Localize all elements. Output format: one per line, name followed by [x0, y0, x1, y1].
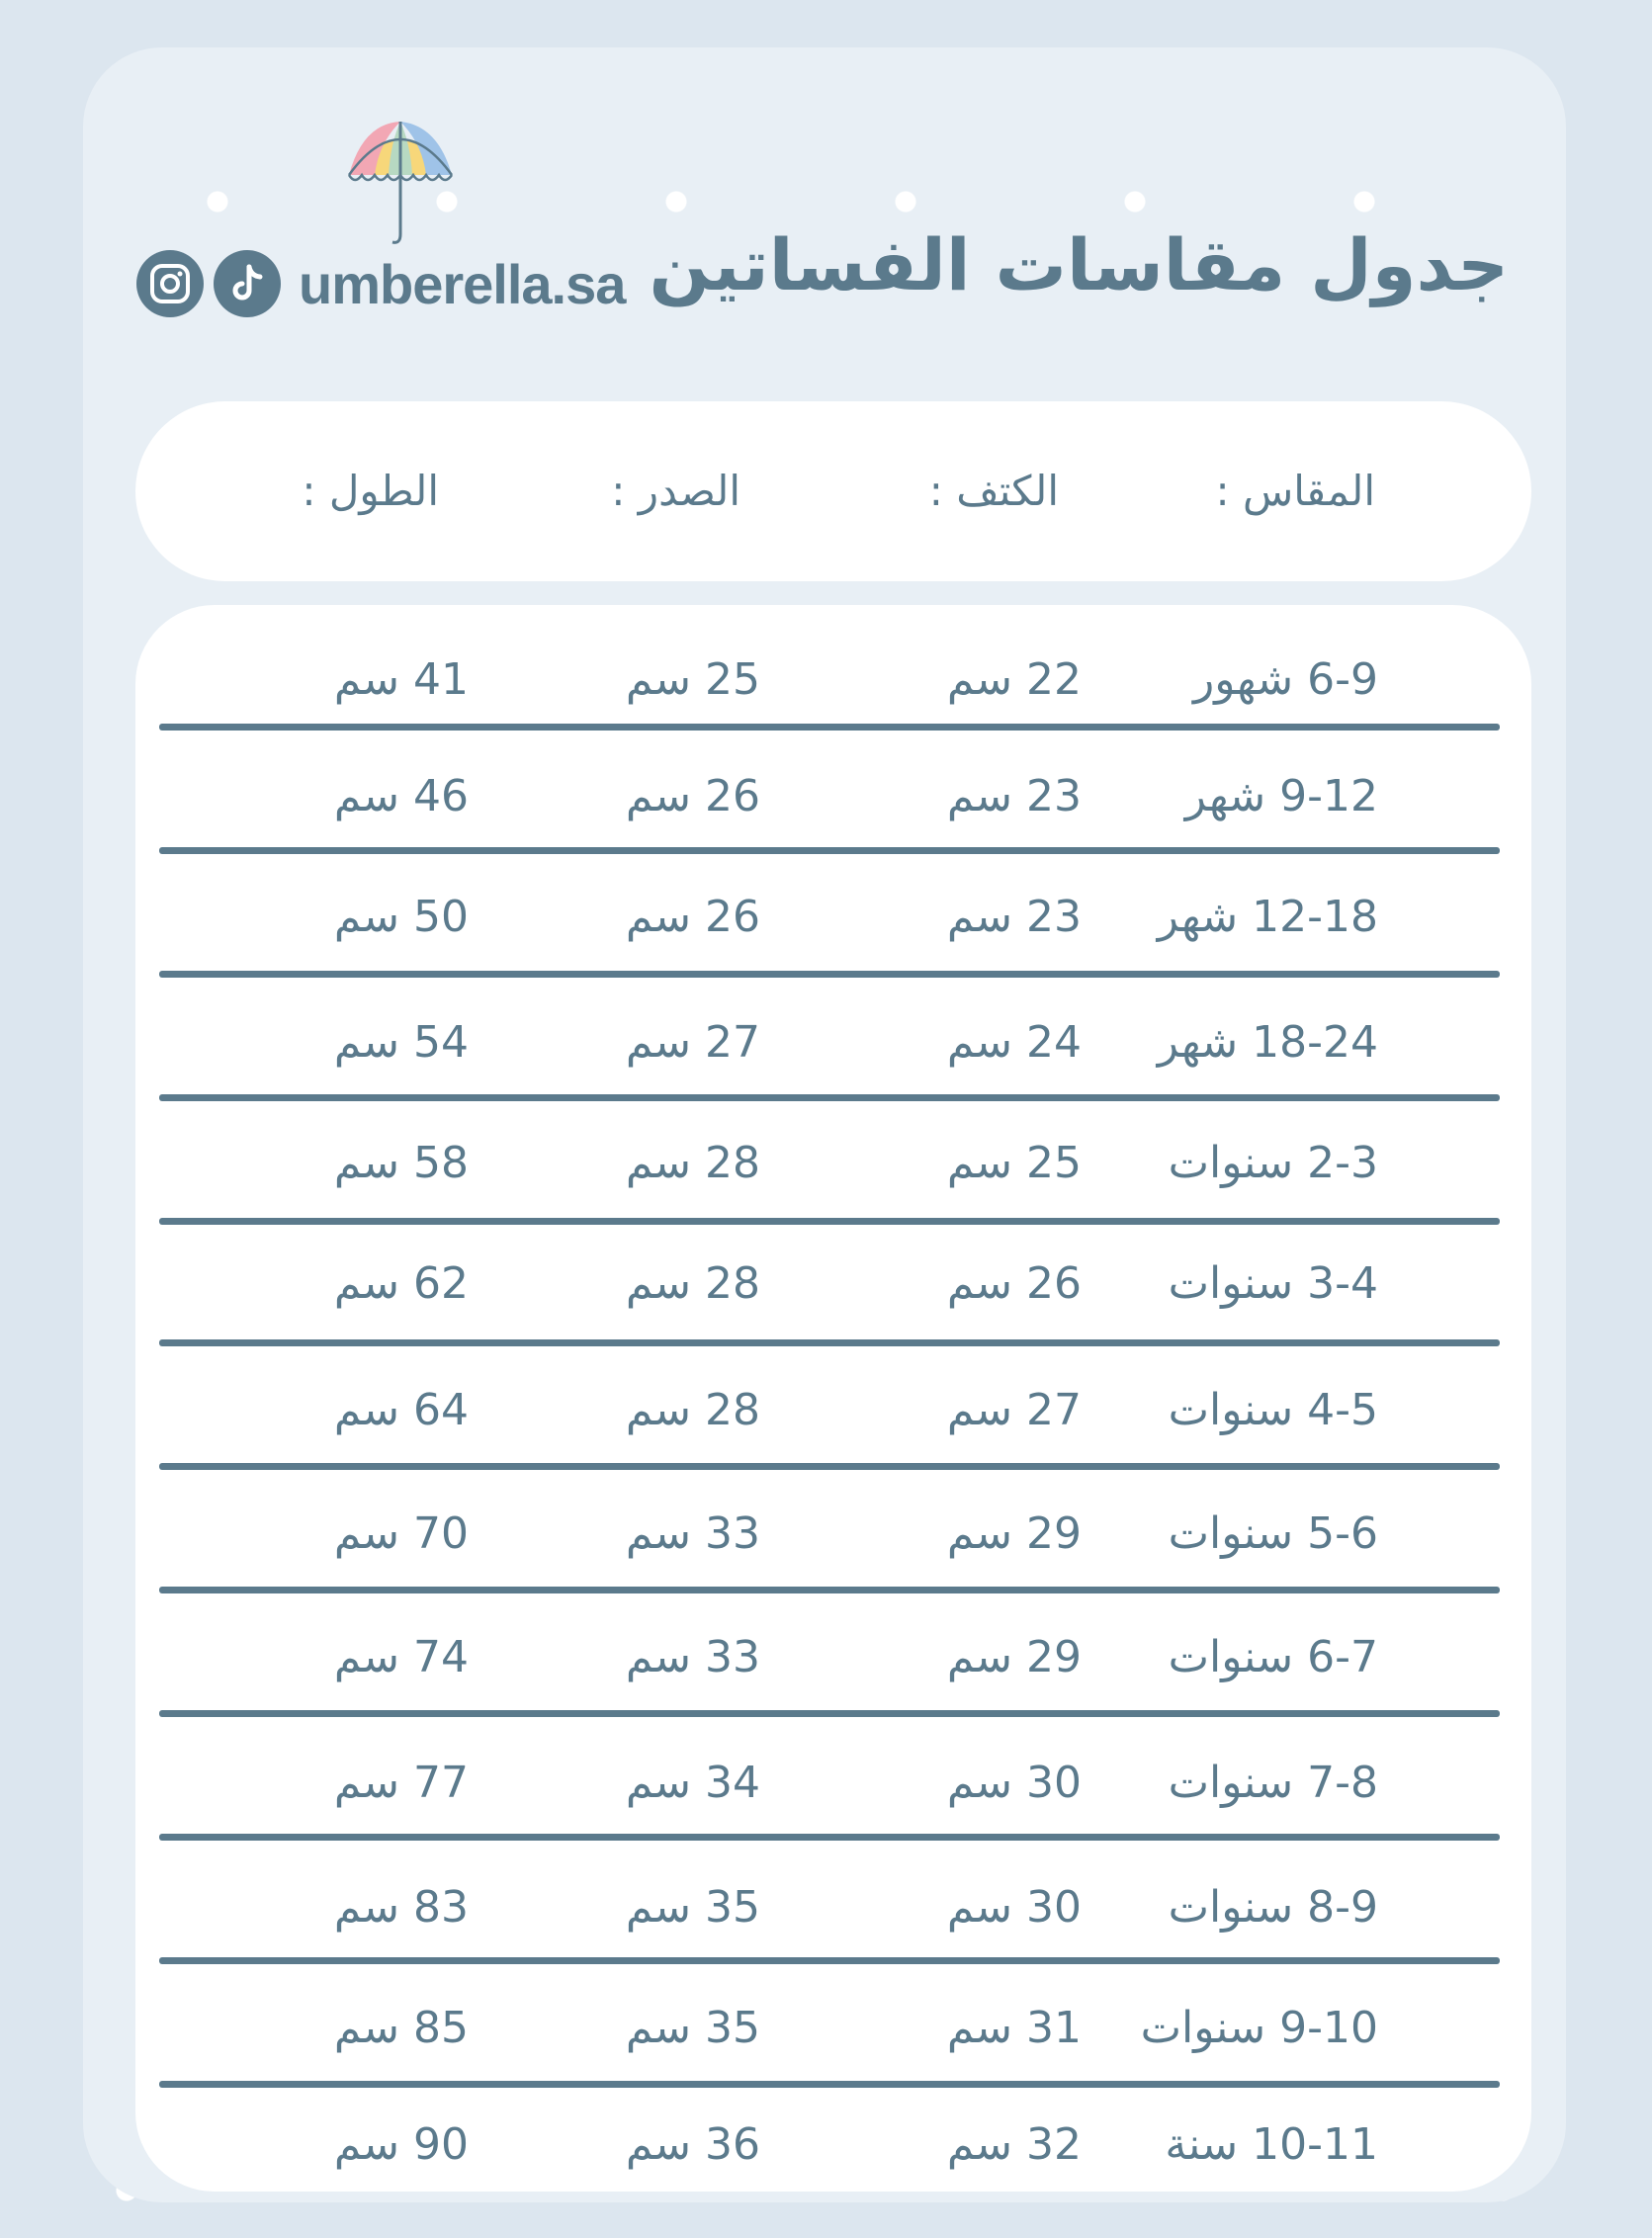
cell-chest: 35 سم: [625, 1882, 760, 1933]
cell-chest: 34 سم: [625, 1758, 760, 1808]
table-row: [135, 1979, 1531, 2078]
cell-chest: 27 سم: [625, 1017, 760, 1068]
cell-length: 46 سم: [333, 771, 469, 821]
cell-shoulder: 29 سم: [946, 1632, 1082, 1682]
cell-size: 18-24 شهر: [1157, 1017, 1378, 1068]
table-row: [135, 1858, 1531, 1957]
cell-chest: 33 سم: [625, 1508, 760, 1559]
size-table: [135, 605, 1531, 2192]
cell-size: 4-5 سنوات: [1168, 1385, 1378, 1435]
cell-shoulder: 23 سم: [946, 892, 1082, 942]
table-row: [135, 747, 1531, 846]
cell-length: 90 سم: [333, 2119, 469, 2170]
cell-length: 62 سم: [333, 1258, 469, 1309]
cell-size: 9-12 شهر: [1184, 771, 1378, 821]
brand-name: umberella.sa: [299, 252, 626, 315]
row-divider: [159, 1957, 1500, 1964]
cell-length: 70 سم: [333, 1508, 469, 1559]
brand-handle: [136, 247, 625, 320]
table-header: [135, 401, 1531, 581]
tiktok-icon: [214, 250, 281, 317]
row-divider: [159, 1339, 1500, 1346]
cell-shoulder: 31 سم: [946, 2003, 1082, 2053]
cell-size: 8-9 سنوات: [1168, 1882, 1378, 1933]
row-divider: [159, 724, 1500, 731]
row-divider: [159, 847, 1500, 854]
row-divider: [159, 1218, 1500, 1225]
cell-chest: 36 سم: [625, 2119, 760, 2170]
cell-chest: 25 سم: [625, 654, 760, 705]
instagram-icon: [136, 250, 204, 317]
cell-size: 10-11 سنة: [1165, 2119, 1378, 2170]
cell-shoulder: 25 سم: [946, 1138, 1082, 1188]
cell-shoulder: 32 سم: [946, 2119, 1082, 2170]
cell-length: 54 سم: [333, 1017, 469, 1068]
cell-chest: 33 سم: [625, 1632, 760, 1682]
cell-chest: 35 سم: [625, 2003, 760, 2053]
cell-length: 64 سم: [333, 1385, 469, 1435]
table-row: [135, 868, 1531, 967]
column-header-chest: الصدر :: [611, 467, 740, 515]
cell-shoulder: 24 سم: [946, 1017, 1082, 1068]
cell-length: 77 سم: [333, 1758, 469, 1808]
cell-shoulder: 26 سم: [946, 1258, 1082, 1309]
cell-shoulder: 30 سم: [946, 1758, 1082, 1808]
page-title: جدول مقاسات الفساتين: [649, 223, 1509, 306]
row-divider: [159, 1587, 1500, 1593]
umbrella-icon: [341, 114, 460, 247]
table-row: [135, 1235, 1531, 1334]
row-divider: [159, 2081, 1500, 2088]
table-row: [135, 1361, 1531, 1460]
cell-shoulder: 27 سم: [946, 1385, 1082, 1435]
cell-size: 6-9 شهور: [1193, 654, 1378, 705]
cell-size: 6-7 سنوات: [1168, 1632, 1378, 1682]
cell-chest: 28 سم: [625, 1138, 760, 1188]
table-row: [135, 1734, 1531, 1833]
cell-size: 7-8 سنوات: [1168, 1758, 1378, 1808]
row-divider: [159, 1094, 1500, 1101]
cell-size: 12-18 شهر: [1157, 892, 1378, 942]
table-row: [135, 993, 1531, 1092]
row-divider: [159, 971, 1500, 978]
row-divider: [159, 1834, 1500, 1841]
column-header-length: الطول :: [302, 467, 439, 515]
row-divider: [159, 1710, 1500, 1717]
cell-size: 9-10 سنوات: [1140, 2003, 1378, 2053]
cell-size: 5-6 سنوات: [1168, 1508, 1378, 1559]
cell-chest: 26 سم: [625, 771, 760, 821]
cell-length: 74 سم: [333, 1632, 469, 1682]
table-row: [135, 1485, 1531, 1584]
table-row: [135, 1608, 1531, 1707]
cell-length: 83 سم: [333, 1882, 469, 1933]
cell-shoulder: 22 سم: [946, 654, 1082, 705]
cell-length: 50 سم: [333, 892, 469, 942]
column-header-size: المقاس :: [1215, 467, 1375, 515]
table-row: [135, 1114, 1531, 1213]
cell-chest: 26 سم: [625, 892, 760, 942]
cell-shoulder: 29 سم: [946, 1508, 1082, 1559]
column-header-shoulder: الكتف :: [928, 467, 1059, 515]
row-divider: [159, 1463, 1500, 1470]
cell-chest: 28 سم: [625, 1258, 760, 1309]
cell-size: 2-3 سنوات: [1168, 1138, 1378, 1188]
cell-chest: 28 سم: [625, 1385, 760, 1435]
table-row: [135, 631, 1531, 730]
cell-shoulder: 30 سم: [946, 1882, 1082, 1933]
cell-shoulder: 23 سم: [946, 771, 1082, 821]
cell-length: 85 سم: [333, 2003, 469, 2053]
table-row: [135, 2096, 1531, 2192]
cell-length: 41 سم: [333, 654, 469, 705]
cell-length: 58 سم: [333, 1138, 469, 1188]
cell-size: 3-4 سنوات: [1168, 1258, 1378, 1309]
